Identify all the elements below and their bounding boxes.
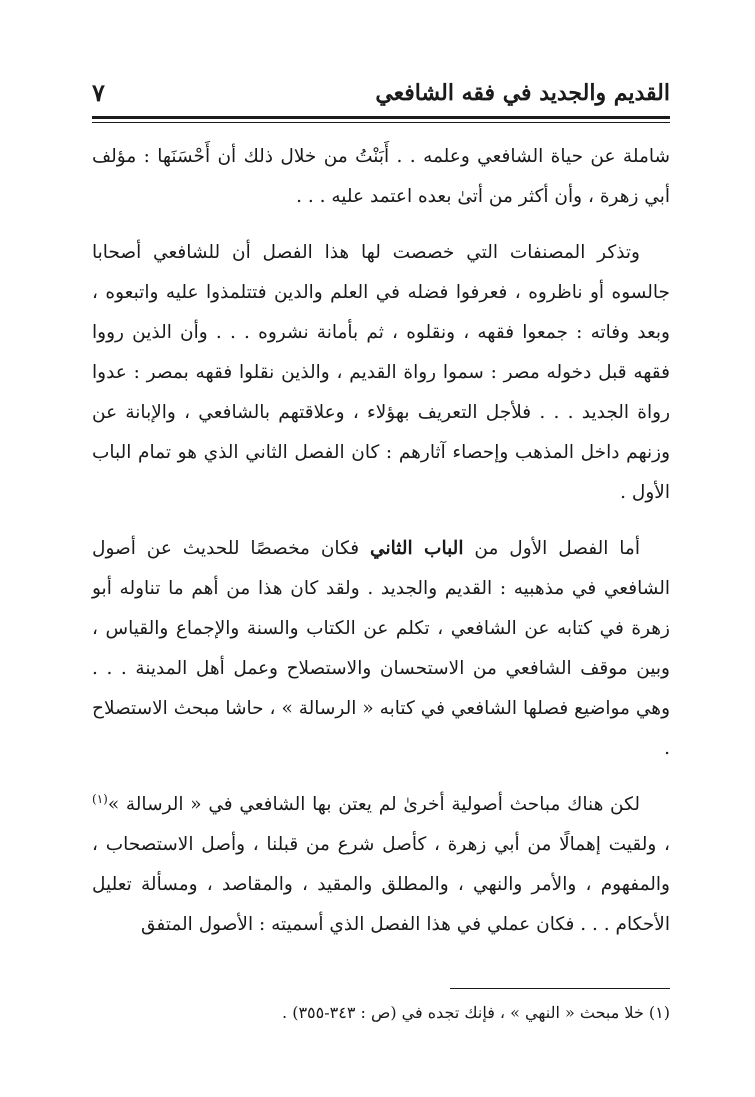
page-number: ٧ [92,78,105,107]
paragraph-4-rest: ، ولقيت إهمالًا من أبي زهرة ، كأصل شرع من قبلنا ، وأصل الاستصحاب ، والمفهوم ، والأمر والنهي ، والمطلق والمقيد ، والمقاصد ، ومسألة تعليل الأحكام . . . فكان عملي في هذا الفصل الذي أسميته : الأصول المتفق [92,834,670,935]
footnote-reference: (١) [92,791,108,806]
header-rule-thick [92,116,670,119]
paragraph-2: وتذكر المصنفات التي خصصت لها هذا الفصل أن للشافعي أصحابا جالسوه أو ناظروه ، فعرفوا فضله في العلم والدين فتتلمذوا عليه واتبعوه ، وبعد وفاته : جمعوا فقهه ، ونقلوه ، ثم بأمانة نشروه . . . وأن الذين رووا فقهه قبل دخوله مصر : سموا رواة القديم ، والذين نقلوا فقهه بمصر : عدوا رواة الجديد . . . فلأجل التعريف بهؤلاء ، وعلاقتهم بالشافعي ، والإبانة عن وزنهم داخل المذهب وإحصاء آثارهم : كان الفصل الثاني الذي هو تمام الباب الأول . [92,242,670,503]
paragraph-1: شاملة عن حياة الشافعي وعلمه . . أَبَنْتُ من خلال ذلك أن أَحْسَنَها : مؤلف أبي زهرة ، وأن أكثر من أتىٰ بعده اعتمد عليه . . . [92,146,670,207]
page-header [92,78,670,114]
footnote: (١) خلا مبحث « النهي » ، فإنك تجده في (ص : ٣٤٣-٣٥٥) . [282,1003,670,1022]
body-text [92,137,670,961]
header-rule-thin [92,122,670,123]
bold-section-name: الباب الثاني [370,538,464,559]
footnote-separator [450,988,670,989]
paragraph-4 [92,785,670,945]
running-title: القديم والجديد في فقه الشافعي [375,80,670,106]
paragraph-3-start: أما الفصل الأول من [463,538,640,559]
paragraph-3 [92,529,670,769]
paragraph-4-start: لكن هناك مباحث أصولية أخرىٰ لم يعتن بها الشافعي في « الرسالة » [107,794,640,815]
paragraph-3-rest: فكان مخصصًا للحديث عن أصول الشافعي في مذهبيه : القديم والجديد . ولقد كان هذا من أهم ما تناوله أبو زهرة في كتابه عن الشافعي ، تكلم عن الكتاب والسنة والإجماع والقياس ، وبين موقف الشافعي من الاستحسان والاستصلاح وعمل أهل المدينة . . . وهي مواضيع فصلها الشافعي في كتابه « الرسالة » ، حاشا مبحث الاستصلاح . [92,538,670,759]
